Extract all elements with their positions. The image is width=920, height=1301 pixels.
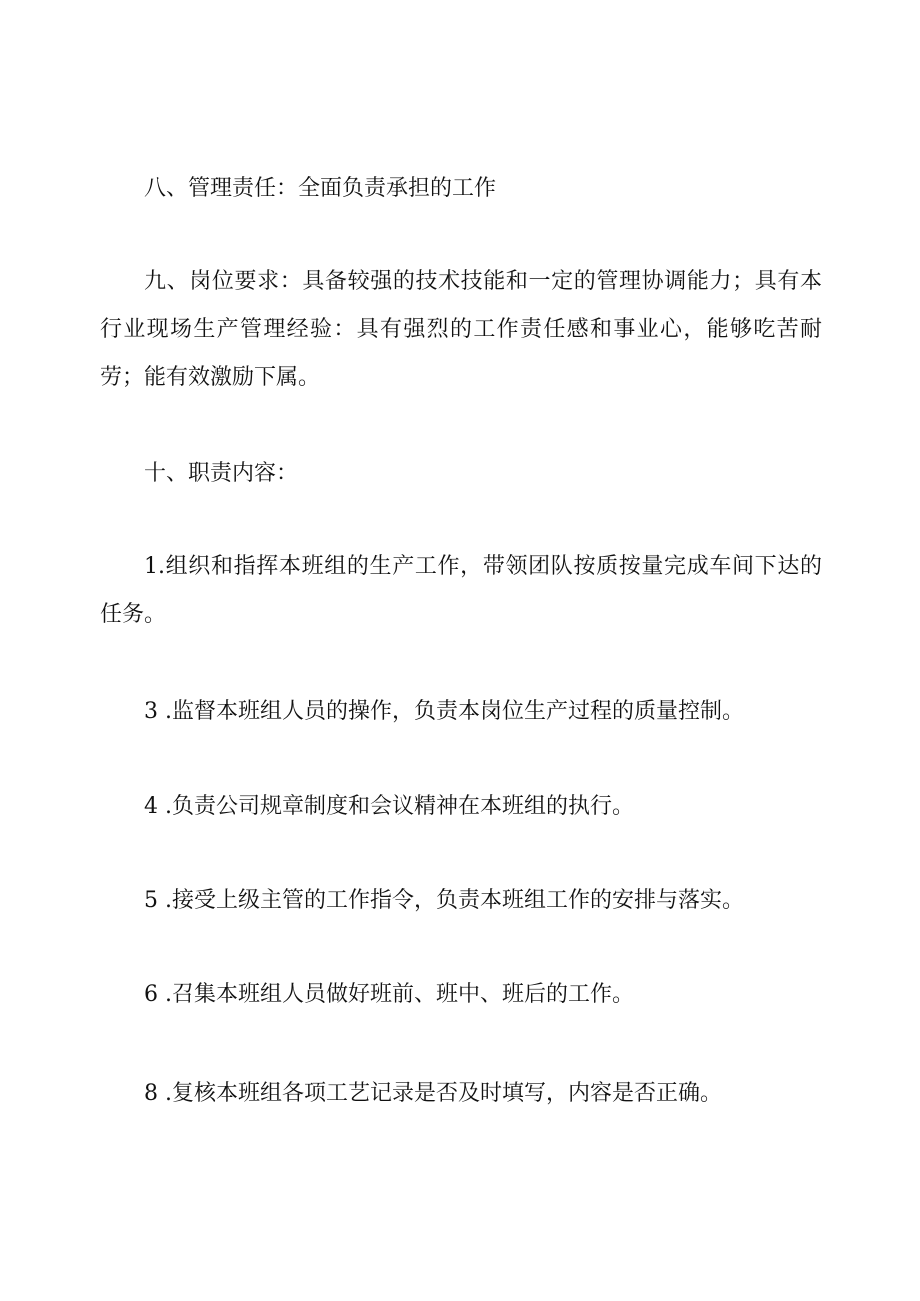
paragraph-duty-6: 6 .召集本班组人员做好班前、班中、班后的工作。 xyxy=(144,982,634,1007)
paragraph-duty-5: 5 .接受上级主管的工作指令，负责本班组工作的安排与落实。 xyxy=(144,888,744,913)
paragraph-duty-4: 4 .负责公司规章制度和会议精神在本班组的执行。 xyxy=(144,794,634,819)
paragraph-duty-1: 1.组织和指挥本班组的生产工作，带领团队按质按量完成车间下达的任务。 xyxy=(100,554,822,627)
paragraph-job-requirements: 九、岗位要求：具备较强的技术技能和一定的管理协调能力；具有本行业现场生产管理经验：具有强烈的工作责任感和事业心，能够吃苦耐劳；能有效激励下属。 xyxy=(100,269,822,390)
paragraph-duty-8: 8 .复核本班组各项工艺记录是否及时填写，内容是否正确。 xyxy=(144,1081,722,1106)
paragraph-duties-heading: 十、职责内容： xyxy=(144,461,299,486)
paragraph-duty-3: 3 .监督本班组人员的操作，负责本岗位生产过程的质量控制。 xyxy=(144,699,744,724)
paragraph-management-responsibility: 八、管理责任：全面负责承担的工作 xyxy=(144,176,497,201)
